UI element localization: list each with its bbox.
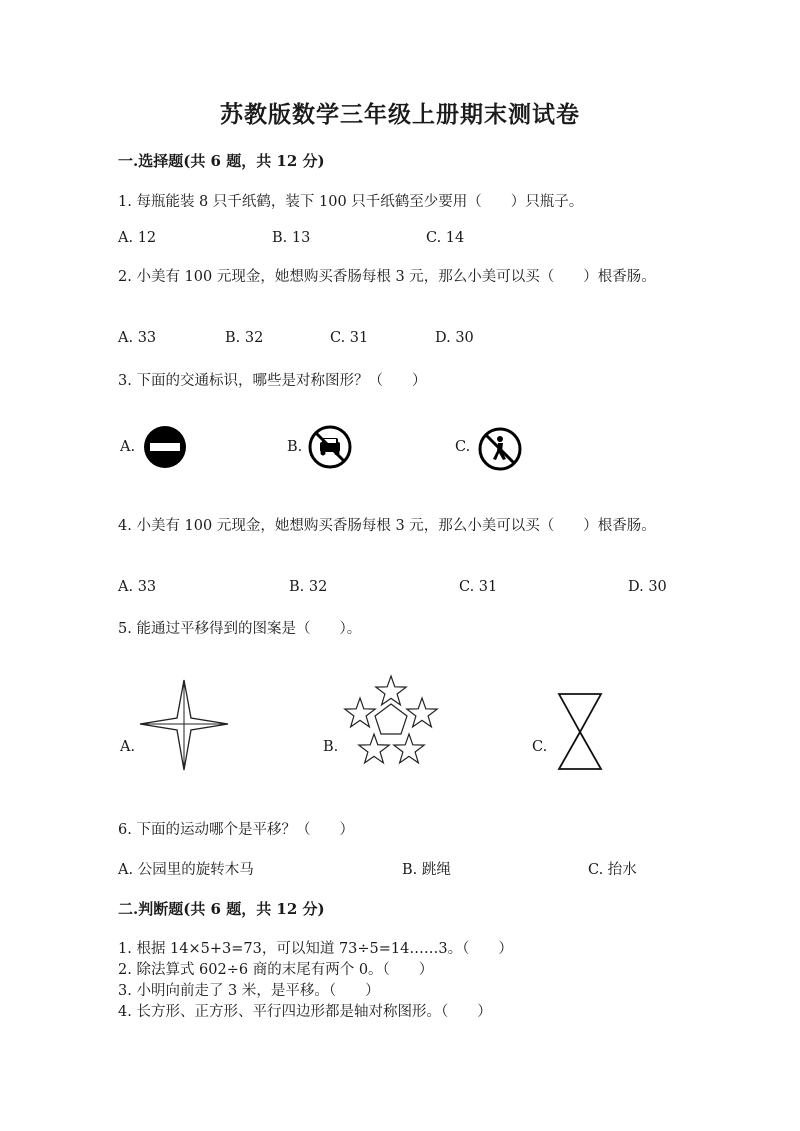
q4-option-d: D. 30 [628, 579, 667, 595]
q4-option-c: C. 31 [459, 579, 498, 595]
five-stars-pattern-icon [343, 674, 439, 770]
no-pedestrian-sign-icon [478, 427, 522, 471]
judgment-item-2: 2. 除法算式 602÷6 商的末尾有两个 0。（ ） [118, 962, 434, 978]
hourglass-triangles-icon [557, 692, 603, 772]
question-6: 6. 下面的运动哪个是平移？（ ） [118, 822, 354, 838]
judgment-item-3: 3. 小明向前走了 3 米，是平移。（ ） [118, 983, 380, 999]
question-5: 5. 能通过平移得到的图案是（ ）。 [118, 621, 362, 637]
q3-option-c: C. [455, 439, 471, 455]
question-3: 3. 下面的交通标识，哪些是对称图形？（ ） [118, 373, 427, 389]
q2-option-a: A. 33 [118, 330, 157, 346]
judgment-item-4: 4. 长方形、正方形、平行四边形都是轴对称图形。（ ） [118, 1004, 492, 1020]
q4-option-a: A. 33 [118, 579, 157, 595]
q1-option-a: A. 12 [118, 230, 157, 246]
question-1: 1. 每瓶能装 8 只千纸鹤，装下 100 只千纸鹤至少要用（ ）只瓶子。 [118, 194, 584, 210]
no-entry-sign-icon [143, 425, 187, 469]
page-title: 苏教版数学三年级上册期末测试卷 [220, 101, 580, 128]
q5-option-b: B. [323, 739, 339, 755]
q3-option-a: A. [120, 439, 136, 455]
q2-option-d: D. 30 [435, 330, 474, 346]
q2-option-b: B. 32 [225, 330, 264, 346]
q5-option-a: A. [120, 739, 136, 755]
question-2: 2. 小美有 100 元现金，她想购买香肠每根 3 元，那么小美可以买（ ）根香肠。 [118, 269, 656, 285]
q6-option-b: B. 跳绳 [402, 862, 451, 878]
four-point-star-icon [138, 678, 230, 772]
q6-option-c: C. 抬水 [588, 862, 637, 878]
judgment-item-1: 1. 根据 14×5+3=73，可以知道 73÷5=14……3。（ ） [118, 941, 513, 957]
q3-option-b: B. [287, 439, 303, 455]
q1-option-b: B. 13 [272, 230, 311, 246]
section-heading-choice: 一.选择题(共 6 题，共 12 分) [118, 152, 325, 170]
q4-option-b: B. 32 [289, 579, 328, 595]
q5-option-c: C. [532, 739, 548, 755]
section-heading-judgment: 二.判断题(共 6 题，共 12 分) [118, 900, 325, 918]
q1-option-c: C. 14 [426, 230, 465, 246]
q2-option-c: C. 31 [330, 330, 369, 346]
no-motor-vehicle-sign-icon [308, 425, 352, 469]
question-4: 4. 小美有 100 元现金，她想购买香肠每根 3 元，那么小美可以买（ ）根香肠。 [118, 518, 656, 534]
q6-option-a: A. 公园里的旋转木马 [118, 862, 254, 878]
